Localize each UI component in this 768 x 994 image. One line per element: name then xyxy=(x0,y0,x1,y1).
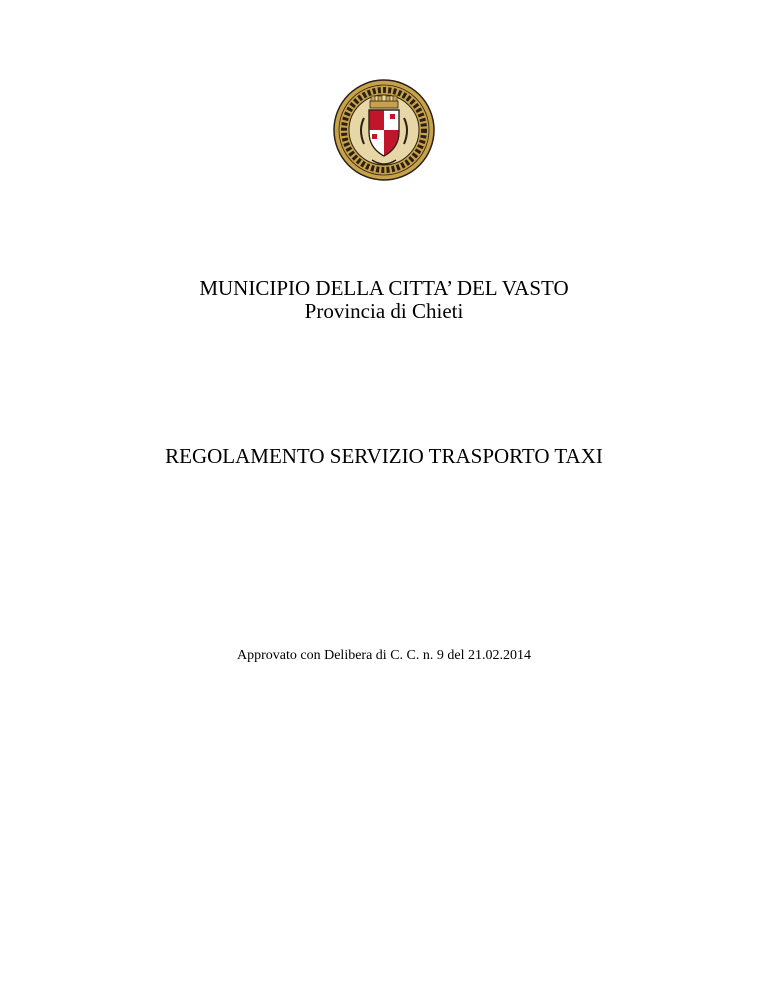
province-subtitle: Provincia di Chieti xyxy=(304,299,464,323)
municipal-seal-icon xyxy=(332,78,436,182)
municipality-title: MUNICIPIO DELLA CITTA’ DEL VASTO xyxy=(199,276,569,300)
approval-note: Approvato con Delibera di C. C. n. 9 del 21.02.2014 xyxy=(237,648,531,663)
document-title: REGOLAMENTO SERVIZIO TRASPORTO TAXI xyxy=(165,444,603,468)
